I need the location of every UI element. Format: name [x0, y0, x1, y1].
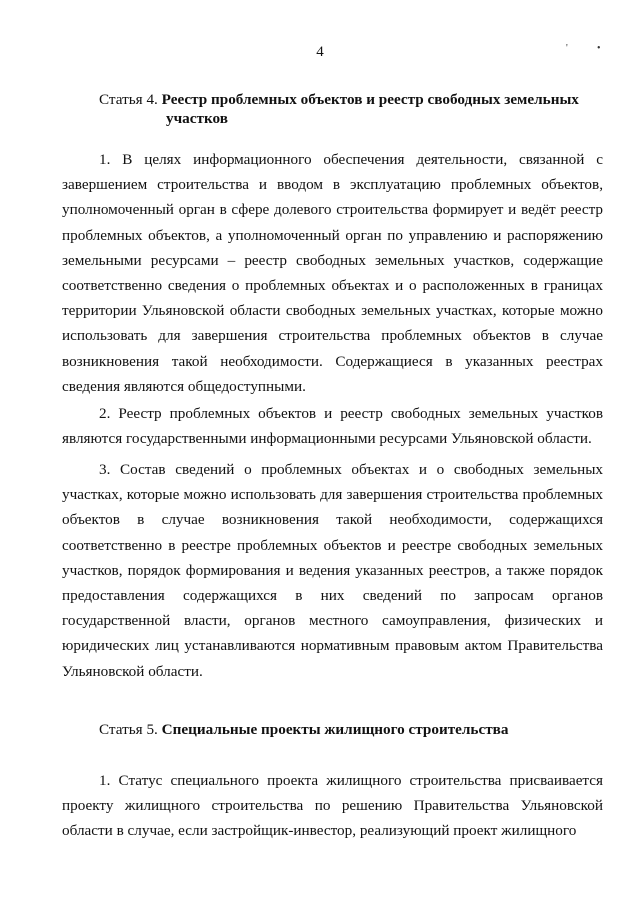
article-4-heading — [99, 90, 604, 128]
article-4-paragraph-2: 2. Реестр проблемных объектов и реестр свободных земельных участков являются государственными информационными ресурсами Ульяновской области. — [62, 405, 603, 448]
article-5-label: Статья 5. — [99, 721, 158, 738]
article-4-paragraph-3: 3. Состав сведений о проблемных объектах и о свободных земельных участках, которые можно использовать для завершения строительства проблемных объектов в случае возникновения такой необходимости, содержащихся соответственно в реестре проблемных объектов и реестре свободных земельных участков, порядок формирования и ведения указанных реестров, а также порядок предоставления содержащихся в них сведений по запросам органов государственной власти, органов местного самоуправления, физических и юридических лиц устанавливаются нормативным правовым актом Правительства Ульяновской области. — [62, 461, 603, 680]
scan-mark: ' — [566, 43, 568, 54]
article-5-title: Специальные проекты жилищного строительства — [161, 721, 509, 738]
scan-mark: • — [597, 43, 601, 54]
page-number: 4 — [316, 44, 324, 60]
article-4-label: Статья 4. — [99, 91, 158, 108]
article-5-heading — [99, 720, 604, 739]
article-4-paragraph-1: 1. В целях информационного обеспечения деятельности, связанной с завершением строительства и вводом в эксплуатацию проблемных объектов, уполномоченный орган в сфере долевого строительства формирует и ведёт реестр проблемных объектов, а уполномоченный орган по управлению и распоряжению земельными ресурсами – реестр свободных земельных участков, содержащие соответственно сведения о проблемных объектах и о расположенных в границах территории Ульяновской области свободных земельных участках, которые можно использовать для завершения строительства проблемных объектов в случае возникновения такой необходимости. Содержащиеся в указанных реестрах сведения являются общедоступными. — [62, 151, 603, 395]
article-4-title-continued: участков — [166, 110, 228, 127]
article-4-title: Реестр проблемных объектов и реестр свободных земельных — [161, 91, 579, 108]
article-5-paragraph-1: 1. Статус специального проекта жилищного строительства присваивается проекту жилищного строительства по решению Правительства Ульяновской области в случае, если застройщик-инвестор, реализующий проект жилищного — [62, 772, 603, 840]
